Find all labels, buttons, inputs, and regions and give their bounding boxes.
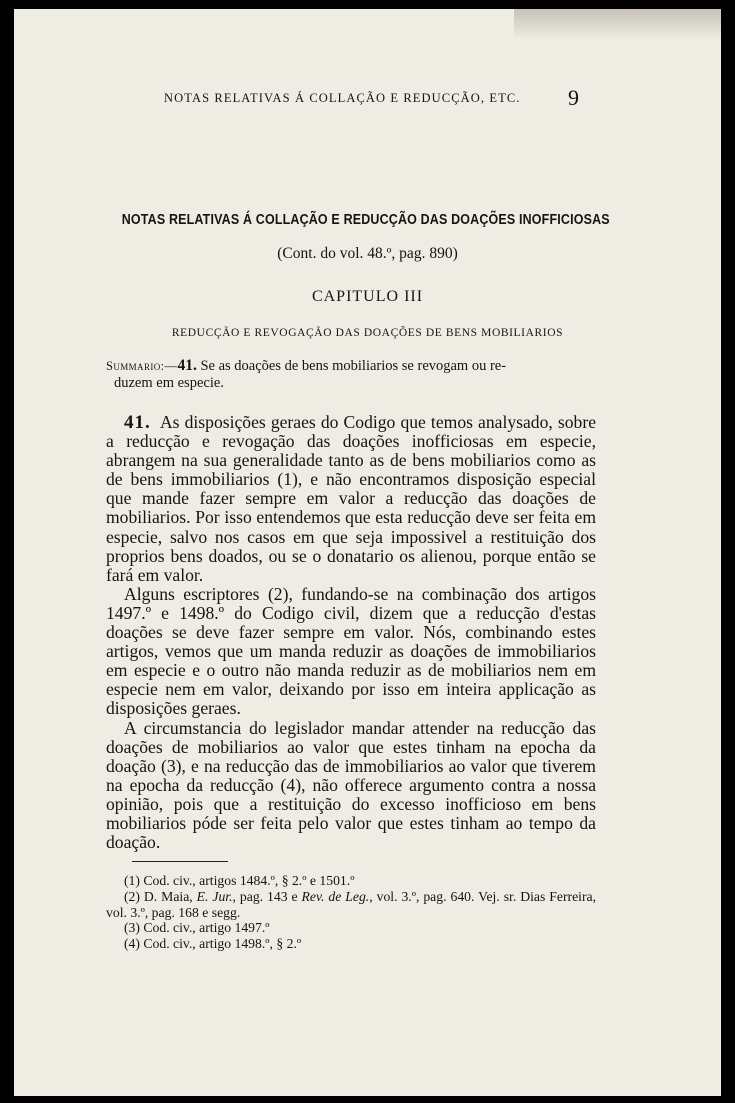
section-heading: REDUCÇÃO E REVOGAÇÃO DAS DOAÇÕES DE BENS MOBILIARIOS bbox=[171, 327, 564, 339]
footnote-rule bbox=[132, 861, 228, 862]
footnote-4: (4) Cod. civ., artigo 1498.º, § 2.º bbox=[124, 936, 302, 952]
summary-text-line1: Se as doações de bens mobiliarios se revogam ou re- bbox=[200, 358, 507, 374]
continuation-note: (Cont. do vol. 48.º, pag. 890) bbox=[277, 245, 458, 262]
footnote-1: (1) Cod. civ., artigos 1484.º, § 2.º e 1501.º bbox=[124, 873, 355, 888]
section-number: 41. bbox=[124, 412, 151, 433]
summary-label: Summario:— bbox=[106, 359, 178, 373]
paragraph-2: Alguns escriptores (2), fundando-se na combinação dos artigos 1497.º e 1498.º do Codigo civil, dizem que a reducção d'estas doações se deve fazer sempre em valor. Nós, combinando estes artigos, vemos que um manda reduzir as doações de immobiliarios em especie e o outro não manda reduzir as de mobiliarios nem em especie nem em valor, deixando por isso em inteira applicação as disposições geraes. bbox=[106, 583, 596, 719]
summary-number: 41. bbox=[177, 357, 197, 374]
running-head: NOTAS RELATIVAS Á COLLAÇÃO E REDUCÇÃO, ETC. bbox=[164, 91, 521, 105]
footnote-3: (3) Cod. civ., artigo 1497.º bbox=[124, 920, 270, 936]
summary-text-line2: duzem em especie. bbox=[114, 375, 224, 391]
footnote-2-part-c: , pag. 143 e bbox=[232, 888, 302, 904]
book-page bbox=[14, 9, 721, 1096]
footnotes bbox=[106, 873, 596, 952]
chapter-heading: CAPITULO III bbox=[311, 288, 424, 305]
footnote-2-part-a: (2) D. Maia, bbox=[124, 888, 197, 904]
body-text bbox=[106, 413, 596, 852]
page-number: 9 bbox=[568, 85, 579, 110]
footnote-2-work-a: E. Jur. bbox=[196, 888, 233, 904]
paragraph-3: A circumstancia do legislador mandar attender na reducção das doações de mobiliarios ao valor que estes tinham na epocha da doação (3), e na reducção das de immobiliarios ao valor que tiverem na epocha da reducção (4), não offerece argumento contra a nossa opinião, pois que a restituição do excesso inofficioso em bens mobiliarios póde ser feita pelo valor que estes tinham ao tempo da doação. bbox=[106, 717, 596, 853]
article-title: NOTAS RELATIVAS Á COLLAÇÃO E REDUCÇÃO DAS DOAÇÕES INOFFICIOSAS bbox=[121, 212, 610, 228]
scan-smudge bbox=[514, 9, 721, 39]
footnote-2 bbox=[106, 889, 596, 921]
summary bbox=[106, 357, 596, 392]
paragraph-1-text: As disposições geraes do Codigo que temos analysado, sobre a reducção e revogação das doações inofficiosas em especie, abrangem na sua generalidade tanto as de bens mobiliarios como as de bens immobiliarios (1), e não encontramos disposição especial que mande fazer sempre em valor a reducção das doações de mobiliarios. Por isso entendemos que esta reducção deve ser feita em especie, salvo nos casos em que seja impossivel a restituição dos proprios bens doados, ou se o donatario os alienou, porque então se fará em valor. bbox=[106, 412, 596, 585]
footnote-2-part-e: , vol. 3.º, pag. 640. Vej. sr. Dias Ferreira, vol. 3.º, pag. 168 e segg. bbox=[106, 888, 597, 920]
footnote-2-work-b: Rev. de Leg. bbox=[301, 888, 370, 904]
paragraph-1 bbox=[106, 413, 596, 585]
